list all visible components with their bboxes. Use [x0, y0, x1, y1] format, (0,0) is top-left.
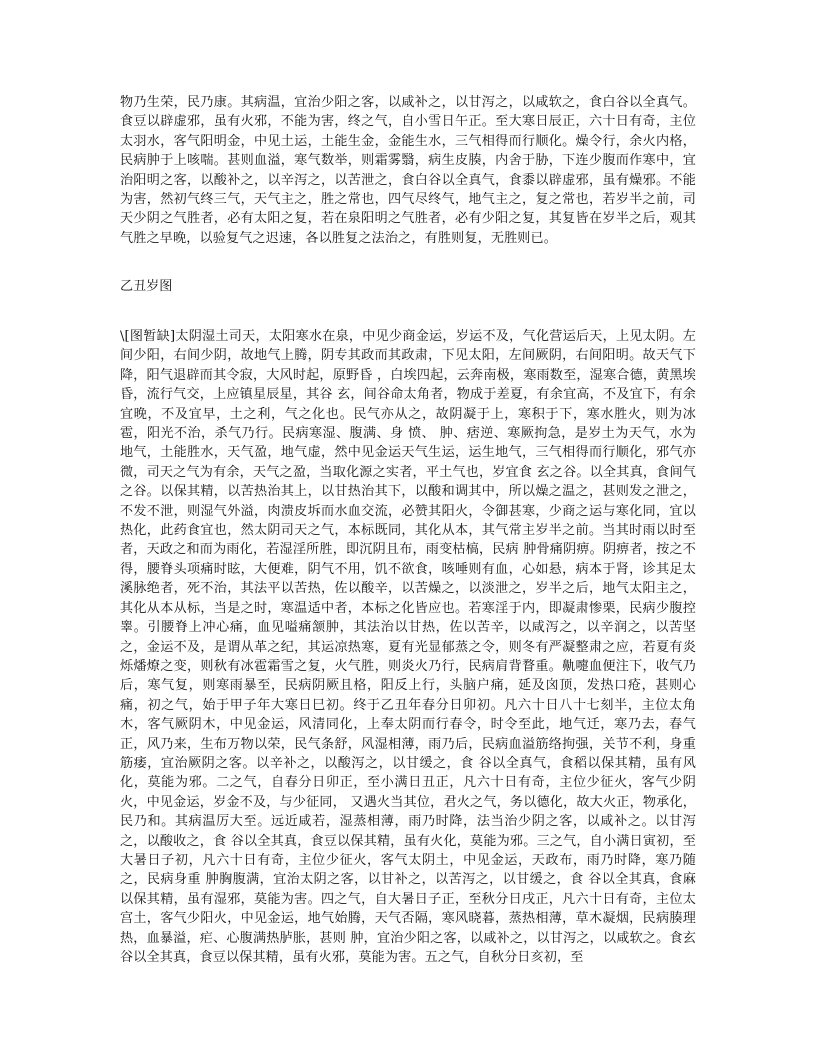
- body-paragraph-1: 物乃生荣，民乃康。其病温，宜治少阳之客，以咸补之，以甘泻之，以咸软之，食白谷以全真气。食豆以辟虚邪，虽有火邪，不能为害，终之气，自小雪日午正。至大寒日辰正，六十日有奇，主位太羽水，客气阳明金，中见土运，土能生金，金能生水，三气相得而行顺化。燥令行，余火内格，民病肿于上咳喘。甚则血溢，寒气数举，则霜雾翳，病生皮腠，内舍于胁，下连少腹而作寒中，宜治阳明之客，以酸补之，以辛泻之，以苦泄之，食白谷以全真气，食黍以辟虚邪，虽有燥邪。不能为害，然初气终三气，天气主之，胜之常也，四气尽终气，地气主之，复之常也，若岁半之前，司天少阴之气胜者，必有太阳之复，若在泉阳明之气胜者，必有少阳之复，其复皆在岁半之后，观其气胜之早晚，以验复气之迟速，各以胜复之法治之，有胜则复，无胜则已。: [120, 95, 696, 246]
- body-paragraph-2: \[图暂缺]太阴湿土司天，太阳寒水在泉，中见少商金运，岁运不及，气化营运后天，上见太阴。左间少阳，右间少阴，故地气上腾，阴专其政而其政肃，下见太阳，左间厥阴，右间阳明。故天气下降，阳气退辟而其令寂，大风时起，原野昏 ，白埃四起，云奔南极，寒雨数至，湿寒合德，黄黑埃昏，流行气交，上应镇星辰星，其谷 玄，间谷命太角者，物成于差夏，有余宜高，不及宜下，有余宜晚，不及宜早，土之利，气之化也。民气亦从之，故阴凝于上，寒积于下，寒水胜火，则为冰雹，阳光不治，杀气乃行。民病寒湿、腹满、身 愤、 肿、痞逆、寒厥拘急，是岁土为天气，水为地气，土能胜水，天气盈，地气虚，然中见金运天气生运，运生地气，三气相得而行顺化，邪气亦微，司天之气为有余，天气之盈，当取化源之实者，平土气也，岁宜食 玄之谷。以全其真，食间气之谷。以保其精，以苦热治其上，以甘热治其下，以酸和调其中，所以燥之温之，甚则发之泄之，不发不泄，则湿气外溢，肉溃皮坼而水血交流，必赞其阳火，令御甚寒，少商之运与寒化同，宜以热化，此药食宜也，然太阴司天之气，本标既同，其化从本，其气常主岁半之前。当其时雨以时至者，天政之和而为雨化，若湿淫所胜，即沉阴且布，雨变枯槁，民病 肿骨痛阴痹。阴痹者，按之不得，腰脊头项痛时眩，大便难，阴气不用，饥不欲食，咳唾则有血，心如悬，病本于肾，诊其足太溪脉绝者，死不治，其法平以苦热，佐以酸辛，以苦燥之，以淡泄之，岁半之后，地气太阳主之，其化从本从标，当是之时，寒温适中者，本标之化皆应也。若寒淫于内，即凝肃惨栗，民病少腹控睾。引腰脊上冲心痛，血见嗌痛颔肿，其法治以甘热，佐以苦辛，以咸泻之，以辛润之，以苦坚之，金运不及，是谓从革之纪，其运凉热寒，夏有光显郁蒸之令，则冬有严凝整肃之应，若夏有炎烁燔燎之变，则秋有冰雹霜雪之复，火气胜，则炎火乃行，民病肩背瞀重。鼽嚏血便注下，收气乃后，寒气复，则寒雨暴至，民病阴厥且格，阳反上行，头脑户痛，延及囟顶，发热口疮，甚则心痛，初之气，始于甲子年大寒日巳初。终于乙丑年春分日卯初。凡六十日八十七刻半，主位太角木，客气厥阴木，中见金运，风清同化，上奉太阴而行春令，时令至此，地气迁，寒乃去，春气正，风乃来，生布万物以荣，民气条舒，风湿相薄，雨乃后，民病血溢筋络拘强，关节不利，身重筋痿，宜治厥阴之客。以辛补之，以酸泻之，以甘缓之，食 谷以全真气，食稻以保其精，虽有风化，莫能为邪。二之气，自春分日卯正，至小满日丑正，凡六十日有奇，主位少征火，客气少阴火，中见金运，岁金不及，与少征同， 又遇火当其位，君火之气，务以德化，故大火正，物承化，民乃和。其病温厉大至。远近咸若，湿蒸相薄，雨乃时降，法当治少阴之客，以咸补之。以甘泻之，以酸收之，食 谷以全其真，食豆以保其精，虽有火化，莫能为邪。三之气，自小满日寅初，至大暑日子初，凡六十日有奇，主位少征火，客气太阴土，中见金运，天政布，雨乃时降，寒乃随之，民病身重 肿胸腹满，宜治太阴之客，以甘补之，以苦泻之，以甘缓之，食 谷以全其真，食麻以保其精，虽有湿邪，莫能为害。四之气，自大暑日子正，至秋分日戌正，凡六十日有奇，主位太宫土，客气少阳火，中见金运，地气始腾，天气否隔，寒风晓暮，蒸热相薄，草木凝烟，民病腠理热，血暴溢，疟、心腹满热胪胀，甚则 肿，宜治少阳之客，以咸补之，以甘泻之，以咸软之。食玄谷以全其真，食豆以保其精，虽有火邪，莫能为害。五之气，自秋分日亥初，至: [120, 329, 696, 965]
- section-heading: 乙丑岁图: [120, 279, 173, 294]
